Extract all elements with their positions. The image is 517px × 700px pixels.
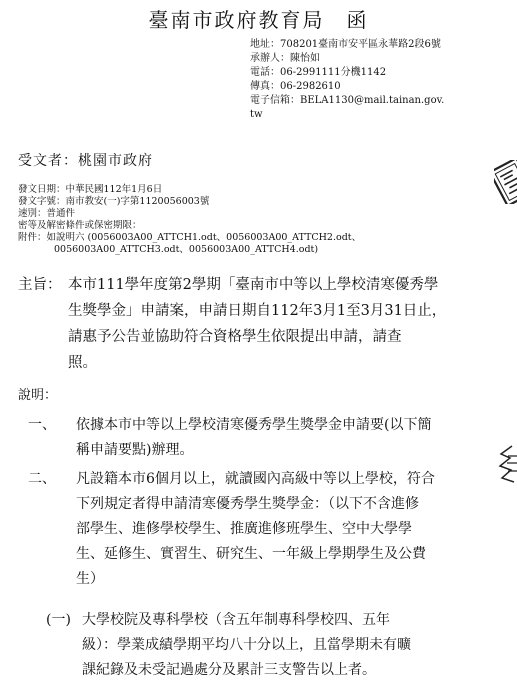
speed-class: 速別：普通件 (18, 208, 76, 219)
explanation-label: 說明： (18, 388, 58, 403)
doc-number: 發文字號：南市教安(一)字第1120056003號 (18, 196, 210, 207)
subject-line: 照。 (68, 355, 97, 371)
subject-section (18, 272, 496, 376)
explanation-item-1 (28, 413, 498, 463)
subitem-line: 課紀錄及未受記過處分及累計三支警告以上者。 (82, 662, 376, 678)
explanation-subitem-1 (46, 608, 498, 683)
explanation-item-2 (28, 467, 498, 592)
item-line: 依據本市中等以上學校清寒優秀學生獎學金申請要(以下簡 (76, 417, 432, 433)
recipient: 受文者：桃園市政府 (18, 153, 153, 169)
official-seal-stamp (494, 160, 517, 204)
item-line: 凡設籍本市6個月以上，就讀國內高級中等以上學校，符合 (76, 471, 435, 487)
item-number: 一、 (28, 417, 56, 433)
subitem-number: (一) (46, 612, 71, 628)
item-line: 下列規定者得申請清寒優秀學生獎學金：（以下不含進修 (76, 496, 419, 512)
subitem-line: 級）：學業成績學期平均八十分以上，且當學期未有曠 (82, 637, 411, 653)
item-number: 二、 (28, 471, 56, 487)
document-meta (18, 184, 361, 256)
email-line: 電子信箱：BELA1130@mail.tainan.gov. (250, 95, 445, 106)
secrecy-level: 密等及解密條件或保密期限： (18, 220, 142, 231)
handler-line: 承辦人：陳怡如 (250, 53, 320, 64)
subject-line: 生獎學金」申請案，申請日期自112年3月1至3月31日止， (68, 303, 447, 319)
subject-label: 主旨： (18, 277, 62, 293)
attachments-line: 附件：如說明六 (0056003A00_ATTCH1.odt、0056003A00_ATTCH2.odt、 (18, 232, 362, 243)
item-line: 部學生、進修學校學生、推廣進修班學生、空中大學學 (76, 521, 412, 537)
subject-line: 本市111學年度第2學期「臺南市中等以上學校清寒優秀學 (68, 277, 439, 293)
phone-line: 電話：06-2991111分機1142 (250, 67, 387, 78)
item-line: 生） (76, 571, 104, 587)
item-line: 稱申請要點)辦理。 (76, 442, 194, 458)
subitem-line: 大學校院及專科學校（含五年制專科學校四、五年 (82, 612, 390, 628)
official-seal-stamp-2 (498, 444, 517, 484)
document-title: 臺南市政府教育局 函 (148, 8, 369, 32)
contact-info (250, 38, 490, 122)
address-line: 地址：708201臺南市安平區永華路2段6號 (250, 39, 441, 50)
subject-line: 請惠予公告並協助符合資格學生依限提出申請，請查 (68, 329, 402, 345)
item-line: 生、延修生、實習生、研究生、一年級上學期學生及公費 (76, 546, 426, 562)
email-line-cont: tw (250, 109, 263, 120)
fax-line: 傳真：06-2982610 (250, 81, 341, 92)
issue-date: 發文日期：中華民國112年1月6日 (18, 184, 163, 195)
attachments-line-cont: 0056003A00_ATTCH3.odt、0056003A00_ATTCH4.odt) (54, 244, 319, 255)
